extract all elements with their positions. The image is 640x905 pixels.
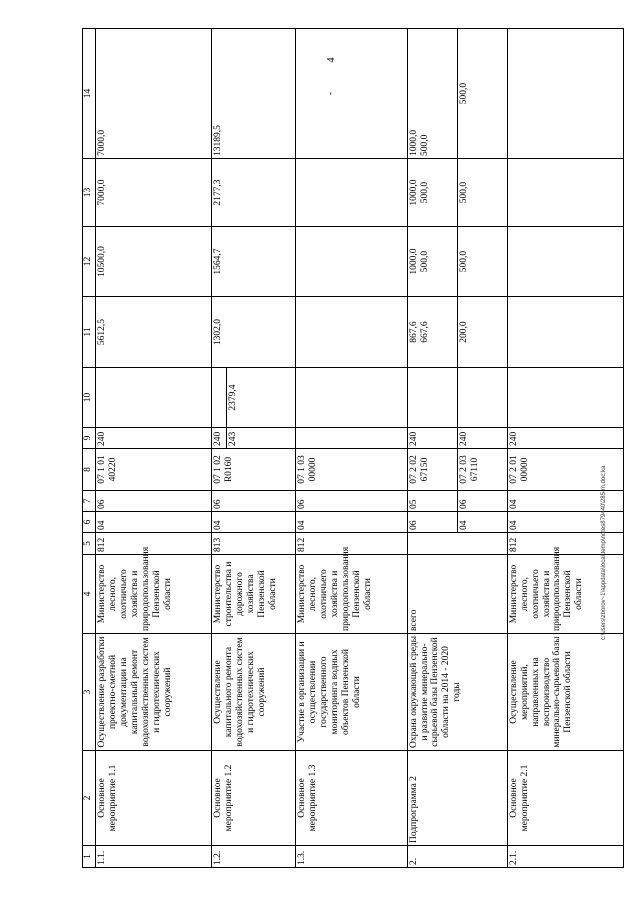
cell-12-a: 1000,0 500,0 xyxy=(408,248,430,275)
cell-12: 10500,0 xyxy=(96,227,212,297)
table-row xyxy=(296,29,407,868)
cell-vr-b: 243 xyxy=(226,428,295,448)
row-executor: всего xyxy=(407,555,507,634)
row-description: Осуществление мероприятий, направленных на воспроизводство минерально-сырьевой базы Пензенской области xyxy=(507,634,623,751)
row-name: Подпрограмма 2 xyxy=(407,751,507,846)
row-executor: Министерство лесного, охотничьего хозяйства и природопользования Пензенской области xyxy=(296,555,407,634)
cell-13-b: 500,0 xyxy=(457,159,507,226)
col-header: 13 xyxy=(83,159,96,227)
cell-pr: 06 xyxy=(212,491,296,512)
header-row xyxy=(83,29,96,868)
row-number: 2.1. xyxy=(507,846,623,868)
cell-13 xyxy=(407,159,507,227)
row-executor: Министерство лесного, охотничьего хозяйства и природопользования Пензенской области xyxy=(507,555,623,634)
col-header: 9 xyxy=(83,428,96,449)
cell-11 xyxy=(407,297,507,368)
cell-csr-b: 07 2 03 67110 xyxy=(457,449,507,490)
cell-grbs xyxy=(407,533,507,555)
col-header: 11 xyxy=(83,297,96,368)
table-row xyxy=(212,29,296,868)
cell-csr-a: 07 2 02 67150 xyxy=(408,455,430,484)
cell-12-b: 500,0 xyxy=(457,227,507,296)
row-name: Основное мероприятие 2.1 xyxy=(507,751,623,846)
row-description: Осуществление капитального ремонта водохозяйственных систем и гидротехнических сооружений xyxy=(212,634,296,751)
cell-pr: 06 xyxy=(96,491,212,512)
cell-grbs: 813 xyxy=(212,533,296,555)
col-header: 3 xyxy=(83,634,96,751)
cell-14: 13189,5 xyxy=(212,29,296,159)
cell-12 xyxy=(507,227,623,297)
row-number: 2. xyxy=(407,846,507,868)
cell-csr: 07 2 01 00000 xyxy=(507,449,623,491)
cell-13 xyxy=(507,159,623,227)
cell-vr-a: 240 xyxy=(213,431,224,446)
cell-10 xyxy=(407,368,507,428)
row-description: Участие в организации и осуществлении государственного мониторинга водных объектов Пензенской области xyxy=(296,634,407,751)
col-header: 2 xyxy=(83,751,96,846)
row-name: Основное мероприятие 1.2 xyxy=(212,751,296,846)
col-header: 12 xyxy=(83,227,96,297)
cell-10-b xyxy=(457,368,507,427)
cell-vr xyxy=(296,428,407,449)
cell-vr: 240 xyxy=(507,428,623,449)
row-number: 1.2. xyxy=(212,846,296,868)
cell-pr-a: 05 xyxy=(408,499,419,509)
col-header: 10 xyxy=(83,368,96,428)
cell-14 xyxy=(407,29,507,159)
cell-13: 7000,0 xyxy=(96,159,212,227)
row-description: Осуществление разработки проектно-сметной документации на капитальный ремонт водохозяйственных систем и гидротехнических сооружений xyxy=(96,634,212,751)
cell-14-b: 500,0 xyxy=(457,29,507,158)
row-number: 1.3. xyxy=(296,846,407,868)
col-header: 14 xyxy=(83,29,96,159)
table-row xyxy=(407,29,507,868)
cell-grbs: 812 xyxy=(507,533,623,555)
cell-12 xyxy=(296,227,407,297)
budget-table-rotated xyxy=(82,29,624,868)
row-number: 1.1. xyxy=(96,846,212,868)
cell-11: 1302,0 xyxy=(212,297,296,368)
col-header: 1 xyxy=(83,846,96,868)
row-name: Основное мероприятие 1.3 xyxy=(296,751,407,846)
cell-10-b: 2379,4 xyxy=(226,368,295,427)
cell-vr-a: 240 xyxy=(408,431,419,446)
cell-vr-b: 240 xyxy=(457,428,507,448)
cell-10 xyxy=(507,368,623,428)
footer-file-path: c:\users\zborov~1\appdata\local\temp\notes879440\285-m.doc:ka xyxy=(601,465,607,640)
cell-14: - xyxy=(296,29,407,159)
col-header: 5 xyxy=(83,533,96,555)
cell-rz xyxy=(407,512,507,533)
cell-11-a: 867,6 667,6 xyxy=(408,321,430,343)
cell-pr-b: 06 xyxy=(457,491,507,511)
cell-10-a xyxy=(408,368,457,427)
cell-rz: 04 xyxy=(296,512,407,533)
cell-11-b: 200,0 xyxy=(457,297,507,367)
cell-grbs: 812 xyxy=(296,533,407,555)
table-row xyxy=(96,29,212,868)
cell-13-a: 1000,0 500,0 xyxy=(408,179,430,206)
cell-14: 7000,0 xyxy=(96,29,212,159)
cell-10 xyxy=(96,368,212,428)
cell-rz-a: 06 xyxy=(408,520,419,530)
cell-rz: 04 xyxy=(507,512,623,533)
cell-11: 5612,5 xyxy=(96,297,212,368)
col-header: 8 xyxy=(83,449,96,491)
cell-10-a xyxy=(212,368,226,427)
cell-pr: 04 xyxy=(507,491,623,512)
cell-csr: 07 1 01 40220 xyxy=(96,449,212,491)
cell-rz: 04 xyxy=(96,512,212,533)
cell-11 xyxy=(296,297,407,368)
col-header: 6 xyxy=(83,512,96,533)
cell-rz: 04 xyxy=(212,512,296,533)
row-executor: Министерство строительства и дорожного хозяйства Пензенской области xyxy=(212,555,296,634)
col-header: 7 xyxy=(83,491,96,512)
row-name: Основное мероприятие 1.1 xyxy=(96,751,212,846)
col-header: 4 xyxy=(83,555,96,634)
row-description: Охрана окружающей среды и развитие минерально-сырьевой базы Пензенской области на 2014 - 2020 годы xyxy=(407,634,507,751)
cell-grbs: 812 xyxy=(96,533,212,555)
cell-12 xyxy=(407,227,507,297)
cell-13: 2177,3 xyxy=(212,159,296,227)
budget-table xyxy=(82,28,624,868)
cell-vr xyxy=(407,428,507,449)
cell-13 xyxy=(296,159,407,227)
cell-csr: 07 1 02 R0160 xyxy=(212,449,296,491)
cell-csr: 07 1 03 00000 xyxy=(296,449,407,491)
cell-12: 1564,7 xyxy=(212,227,296,297)
cell-14 xyxy=(507,29,623,159)
cell-vr: 240 xyxy=(96,428,212,449)
cell-pr xyxy=(407,491,507,512)
cell-10 xyxy=(296,368,407,428)
cell-14-a: 1000,0 500,0 xyxy=(408,129,430,156)
cell-csr xyxy=(407,449,507,491)
page-number: 4 xyxy=(325,57,337,63)
cell-10 xyxy=(212,368,296,428)
cell-11 xyxy=(507,297,623,368)
cell-rz-b: 04 xyxy=(457,512,507,532)
cell-vr xyxy=(212,428,296,449)
row-executor: Министерство лесного, охотничьего хозяйства и природопользования Пензенской области xyxy=(96,555,212,634)
cell-pr: 06 xyxy=(296,491,407,512)
